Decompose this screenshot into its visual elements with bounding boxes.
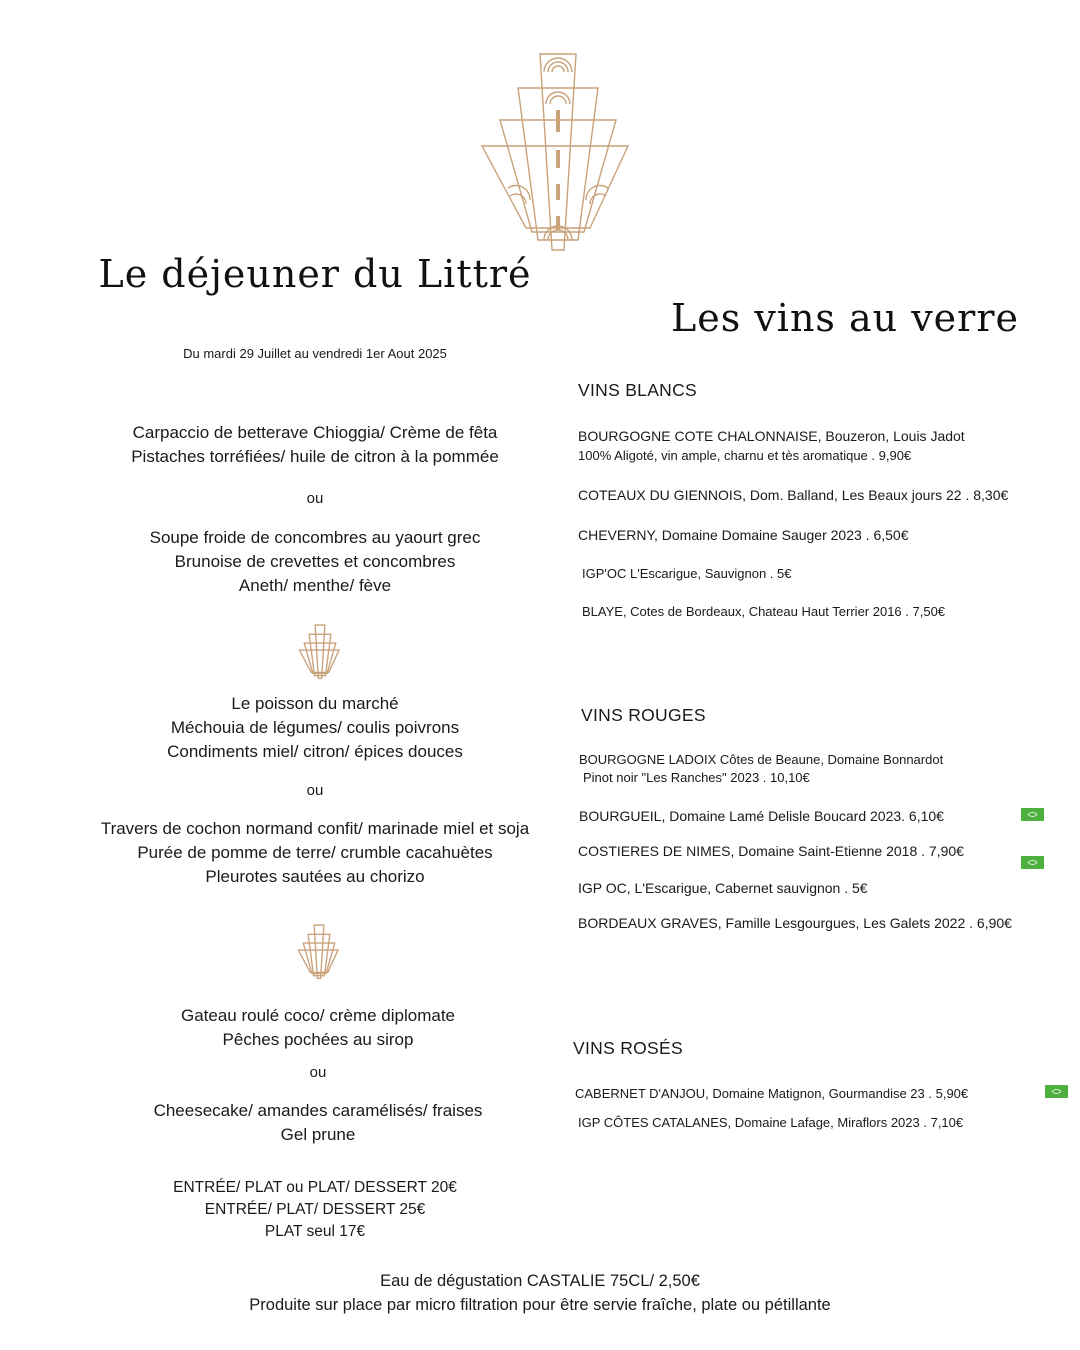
organic-leaf-icon <box>1021 808 1044 821</box>
wine-item: COTEAUX DU GIENNOIS, Dom. Balland, Les Beaux jours 22 . 8,30€ <box>578 487 1009 503</box>
main-option-2: Travers de cochon normand confit/ marinade miel et soja Purée de pomme de terre/ crumble cacahuètes Pleurotes sautées au chorizo <box>100 819 530 886</box>
wine-item-detail: Pinot noir "Les Ranches" 2023 . 10,10€ <box>583 770 810 785</box>
organic-leaf-icon <box>1045 1085 1068 1098</box>
or-separator: ou <box>309 1064 327 1081</box>
wine-list-title: Les vins au verre <box>671 296 1019 340</box>
menu-title: Le déjeuner du Littré <box>98 252 532 296</box>
wine-item: CHEVERNY, Domaine Domaine Sauger 2023 . 6,50€ <box>578 527 909 543</box>
section-vins-blancs: VINS BLANCS <box>578 380 698 400</box>
menu-dates: Du mardi 29 Juillet au vendredi 1er Aout 2025 <box>183 346 447 361</box>
or-separator: ou <box>306 782 324 799</box>
art-deco-fan-icon <box>298 624 342 680</box>
wine-item: BOURGOGNE COTE CHALONNAISE, Bouzeron, Louis Jadot <box>578 428 965 444</box>
wine-item: IGP CÔTES CATALANES, Domaine Lafage, Miraflors 2023 . 7,10€ <box>578 1115 964 1130</box>
starter-option-1: Carpaccio de betterave Chioggia/ Crème de fêta Pistaches torréfiées/ huile de citron à la pommée <box>131 423 499 466</box>
wine-item: BOURGOGNE LADOIX Côtes de Beaune, Domaine Bonnardot <box>579 752 944 767</box>
section-vins-rouges: VINS ROUGES <box>581 705 706 725</box>
water-note: Eau de dégustation CASTALIE 75CL/ 2,50€ Produite sur place par micro filtration pour être servie fraîche, plate ou pétillante <box>249 1272 831 1314</box>
wine-item: IGP'OC L'Escarigue, Sauvignon . 5€ <box>582 566 792 581</box>
wine-item-detail: 100% Aligoté, vin ample, charnu et tès aromatique . 9,90€ <box>578 448 912 463</box>
wine-item: IGP OC, L'Escarigue, Cabernet sauvignon . 5€ <box>578 880 868 896</box>
organic-leaf-icon <box>1021 856 1044 869</box>
starter-option-2: Soupe froide de concombres au yaourt grec Brunoise de crevettes et concombres Aneth/ menthe/ fève <box>149 528 481 595</box>
main-option-1: Le poisson du marché Méchouia de légumes/ coulis poivrons Condiments miel/ citron/ épices douces <box>167 694 463 761</box>
art-deco-fan-icon <box>297 924 341 980</box>
or-separator: ou <box>306 490 324 507</box>
art-deco-fan-logo <box>478 50 638 256</box>
menu-prices: ENTRÉE/ PLAT ou PLAT/ DESSERT 20€ ENTRÉE/ PLAT/ DESSERT 25€ PLAT seul 17€ <box>173 1179 457 1240</box>
wine-item: CABERNET D'ANJOU, Domaine Matignon, Gourmandise 23 . 5,90€ <box>575 1086 969 1101</box>
dessert-option-2: Cheesecake/ amandes caramélisés/ fraises Gel prune <box>153 1101 483 1144</box>
wine-item: COSTIERES DE NIMES, Domaine Saint-Etienne 2018 . 7,90€ <box>578 843 964 859</box>
wine-item: BOURGUEIL, Domaine Lamé Delisle Boucard 2023. 6,10€ <box>579 808 944 824</box>
dessert-option-1: Gateau roulé coco/ crème diplomate Pêches pochées au sirop <box>180 1006 456 1049</box>
section-vins-roses: VINS ROSÉS <box>573 1038 683 1058</box>
wine-item: BLAYE, Cotes de Bordeaux, Chateau Haut Terrier 2016 . 7,50€ <box>582 604 946 619</box>
wine-item: BORDEAUX GRAVES, Famille Lesgourgues, Les Galets 2022 . 6,90€ <box>578 915 1012 931</box>
